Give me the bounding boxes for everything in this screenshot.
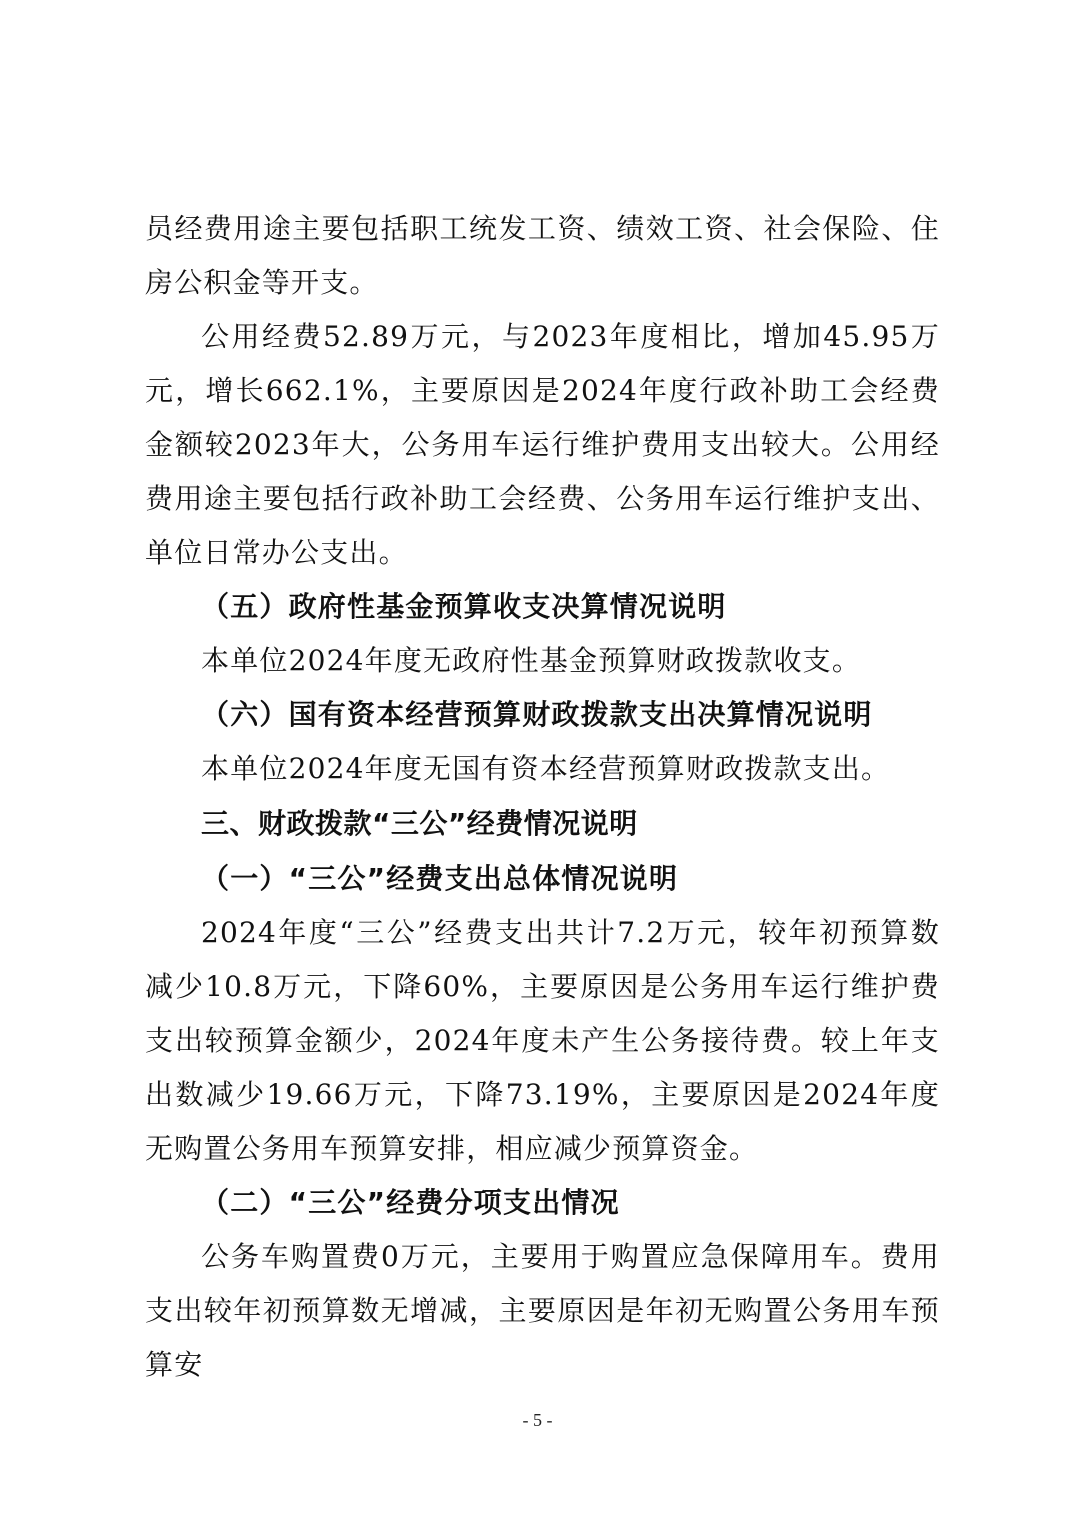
paragraph-state-capital-budget: 本单位2024年度无国有资本经营预算财政拨款支出。 xyxy=(201,752,891,785)
paragraph-public-expense: 公用经费52.89万元，与2023年度相比，增加45.95万元，增长662.1%，主要原因是2024年度行政补助工会经费金额较2023年大，公务用车运行维护费用支出较大。公用经费用途主要包括行政补助工会经费、公务用车运行维护支出、单位日常办公支出。 xyxy=(145,320,940,569)
paragraph-personnel-expense-continuation: 员经费用途主要包括职工统发工资、绩效工资、社会保险、住房公积金等开支。 xyxy=(145,212,940,299)
document-body xyxy=(145,202,940,1392)
page-number: - 5 - xyxy=(522,1410,553,1430)
paragraph-three-public-overall: 2024年度“三公”经费支出共计7.2万元，较年初预算数减少10.8万元，下降60%，主要原因是公务用车运行维护费支出较预算金额少，2024年度未产生公务接待费。较上年支出数减少19.66万元，下降73.19%，主要原因是2024年度无购置公务用车预算安排，相应减少预算资金。 xyxy=(145,916,940,1165)
paragraph-government-fund-budget: 本单位2024年度无政府性基金预算财政拨款收支。 xyxy=(201,644,862,677)
heading-three-public-expenses: 三、财政拨款“三公”经费情况说明 xyxy=(201,807,638,840)
heading-government-fund-budget: （五）政府性基金预算收支决算情况说明 xyxy=(201,590,727,623)
heading-state-capital-budget: （六）国有资本经营预算财政拨款支出决算情况说明 xyxy=(201,698,873,731)
heading-three-public-overall: （一）“三公”经费支出总体情况说明 xyxy=(201,862,679,895)
heading-three-public-itemized: （二）“三公”经费分项支出情况 xyxy=(201,1186,620,1219)
paragraph-vehicle-purchase: 公务车购置费0万元，主要用于购置应急保障用车。费用支出较年初预算数无增减，主要原因是年初无购置公务用车预算安 xyxy=(145,1240,940,1381)
